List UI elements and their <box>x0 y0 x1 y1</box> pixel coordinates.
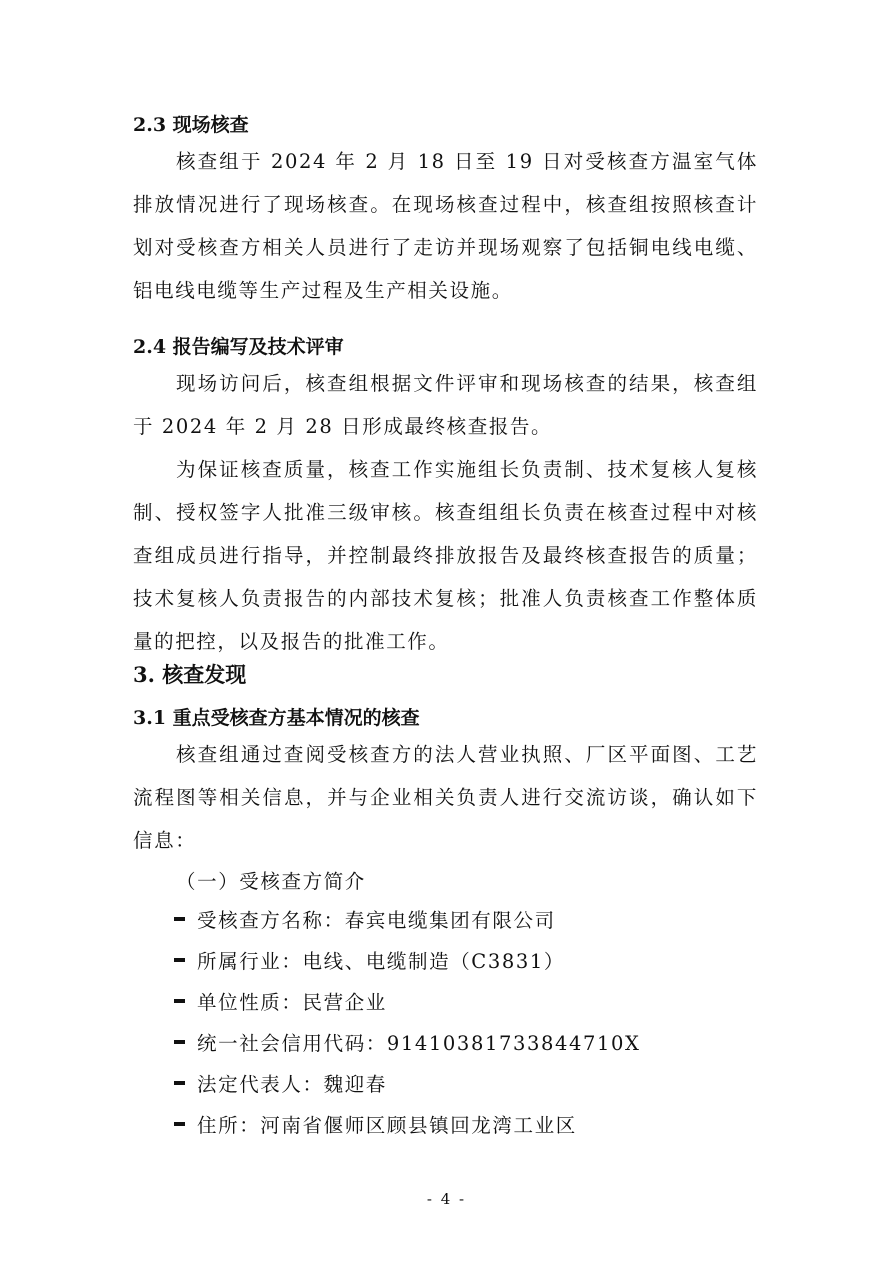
list-item-text: 所属行业：电线、电缆制造（C3831） <box>197 950 565 973</box>
section-3-1-paragraph: 核查组通过查阅受核查方的法人营业执照、厂区平面图、工艺流程图等相关信息，并与企业相关负责人进行交流访谈，确认如下信息： <box>133 743 758 852</box>
list-item <box>174 1109 577 1139</box>
section-2-4-paragraph-2: 为保证核查质量，核查工作实施组长负责制、技术复核人复核制、授权签字人批准三级审核。核查组组长负责在核查过程中对核查组成员进行指导，并控制最终排放报告及最终核查报告的质量；技术复核人负责报告的内部技术复核；批准人负责核查工作整体质量的把控，以及报告的批准工作。 <box>133 458 758 653</box>
list-item <box>174 1027 641 1057</box>
list-item-text: 受核查方名称：春宾电缆集团有限公司 <box>197 909 556 932</box>
list-item <box>174 986 387 1016</box>
section-heading-3-1: 3.1 重点受核查方基本情况的核查 <box>133 707 420 729</box>
section-2-3-paragraph: 核查组于 2024 年 2 月 18 日至 19 日对受核查方温室气体排放情况进行了现场核查。在现场核查过程中，核查组按照核查计划对受核查方相关人员进行了走访并现场观察了包括铜电线电缆、铝电线电缆等生产过程及生产相关设施。 <box>133 150 758 302</box>
section-heading-3: 3. 核查发现 <box>133 662 247 687</box>
list-item <box>174 904 556 934</box>
list-item <box>174 945 565 975</box>
bullet-dash-icon <box>174 1040 185 1044</box>
section-2-4-paragraph-1: 现场访问后，核查组根据文件评审和现场核查的结果，核查组于 2024 年 2 月 28 日形成最终核查报告。 <box>133 372 758 438</box>
section-heading-2-4: 2.4 报告编写及技术评审 <box>133 336 344 358</box>
bullet-dash-icon <box>174 1081 185 1085</box>
bullet-dash-icon <box>174 958 185 962</box>
subsection-heading-profile: （一）受核查方简介 <box>176 870 366 893</box>
list-item-text: 住所：河南省偃师区顾县镇回龙湾工业区 <box>197 1114 577 1137</box>
bullet-dash-icon <box>174 999 185 1003</box>
list-item-text: 单位性质：民营企业 <box>197 991 387 1014</box>
list-item-text: 法定代表人：魏迎春 <box>197 1073 387 1096</box>
bullet-dash-icon <box>174 1122 185 1126</box>
bullet-dash-icon <box>174 917 185 921</box>
list-item <box>174 1068 387 1098</box>
list-item-text: 统一社会信用代码：91410381733844710X <box>197 1032 641 1055</box>
page-number: - 4 - <box>426 1190 467 1208</box>
section-heading-2-3: 2.3 现场核查 <box>133 114 249 136</box>
